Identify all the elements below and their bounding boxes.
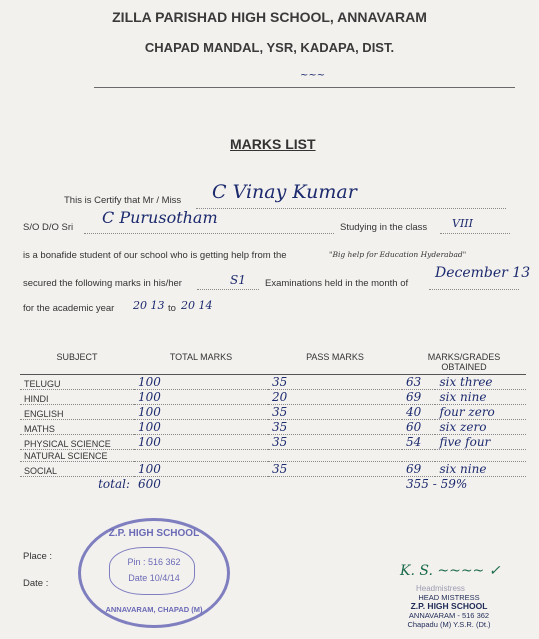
marks-obtained-cell: 40 xyxy=(402,405,435,420)
stamp-bottom-text: ANNAVARAM, CHAPAD (M) xyxy=(105,605,203,614)
school-name: ZILLA PARISHAD HIGH SCHOOL, ANNAVARAM xyxy=(112,9,427,25)
stamp-pin: Pin : 516 362 xyxy=(127,557,181,567)
total-obtained-value: 355 - 59% xyxy=(406,477,468,491)
seal-line-4: Chapadu (M) Y.S.R. (Dt.) xyxy=(407,620,491,629)
class-line xyxy=(440,221,510,234)
pass-marks-cell: 35 xyxy=(268,405,402,420)
marks-obtained-cell: 69 xyxy=(402,462,435,477)
total-marks-cell: 100 xyxy=(134,420,268,435)
stamp-inner-ring xyxy=(109,547,195,595)
subject-cell: MATHS xyxy=(20,420,134,435)
month-value: December 13 xyxy=(435,265,531,281)
marks-obtained-cell: 60 xyxy=(402,420,435,435)
total-marks-cell: 100 xyxy=(134,462,268,477)
father-name: C Purusotham xyxy=(102,208,218,227)
pass-marks-cell: 35 xyxy=(268,375,402,390)
exam-line xyxy=(197,277,259,290)
year-to: to xyxy=(168,303,176,314)
school-address: CHAPAD MANDAL, YSR, KADAPA, DIST. xyxy=(144,40,395,55)
stamp-top-text: Z.P. HIGH SCHOOL xyxy=(108,528,200,539)
program-name: "Big help for Education Hyderabad" xyxy=(329,250,467,259)
marks-in-words-cell xyxy=(435,450,526,462)
son-of-label: S/O D/O Sri xyxy=(23,222,74,233)
header-rule xyxy=(94,87,515,88)
academic-year-label: for the academic year xyxy=(23,303,115,314)
table-row xyxy=(20,420,526,435)
stamp-date: Date 10/4/14 xyxy=(128,573,180,583)
exam-value: S1 xyxy=(230,273,246,287)
date-label: Date : xyxy=(23,578,49,589)
headmistress-signature: K. S. ~~~~ ✓ xyxy=(400,563,501,579)
pass-marks-cell: 35 xyxy=(268,420,402,435)
table-row xyxy=(20,405,526,420)
subject-cell: TELUGU xyxy=(20,375,134,390)
total-marks-cell xyxy=(134,450,268,462)
subject-cell: NATURAL SCIENCE xyxy=(20,450,134,462)
total-row xyxy=(20,477,526,492)
total-marks-cell: 100 xyxy=(134,405,268,420)
header-subject: SUBJECT xyxy=(20,350,134,375)
header-pass-marks: PASS MARKS xyxy=(268,350,402,375)
year-end: 20 14 xyxy=(181,299,213,312)
subject-cell: ENGLISH xyxy=(20,405,134,420)
total-pass-empty xyxy=(268,477,402,492)
marks-obtained-cell: 69 xyxy=(402,390,435,405)
total-label: total: xyxy=(98,477,130,491)
school-stamp xyxy=(78,518,230,628)
table-row xyxy=(20,450,526,462)
year-start: 20 13 xyxy=(133,299,165,312)
pass-marks-cell xyxy=(268,450,402,462)
subject-cell: PHYSICAL SCIENCE xyxy=(20,435,134,450)
place-label: Place : xyxy=(23,551,53,562)
marks-obtained-cell xyxy=(402,450,435,462)
scribble-mark: ~~~ xyxy=(300,70,326,81)
pass-marks-cell: 35 xyxy=(268,435,402,450)
total-marks-cell: 100 xyxy=(134,435,268,450)
total-marks-cell: 100 xyxy=(134,375,268,390)
subject-cell: SOCIAL xyxy=(20,462,134,477)
marks-in-words-cell: six nine xyxy=(435,462,526,477)
table-row xyxy=(20,375,526,390)
seal-line-3: ANNAVARAM - 516 362 xyxy=(408,611,490,620)
total-marks-value: 600 xyxy=(138,477,161,491)
signature-role: Headmistress xyxy=(416,584,465,593)
certify-label: This is Certify that Mr / Miss xyxy=(64,195,182,206)
header-total-marks: TOTAL MARKS xyxy=(134,350,268,375)
bonafide-text: is a bonafide student of our school who is getting help from the xyxy=(23,250,287,261)
studying-label: Studying in the class xyxy=(340,222,428,233)
seal-line-1: HEAD MISTRESS xyxy=(418,593,480,602)
headmistress-seal xyxy=(384,593,514,629)
marks-table xyxy=(20,350,526,491)
marks-in-words-cell: five four xyxy=(435,435,526,450)
seal-line-2: Z.P. HIGH SCHOOL xyxy=(410,601,488,611)
table-row xyxy=(20,390,526,405)
header-marks-obtained: MARKS/GRADES OBTAINED xyxy=(402,350,526,375)
class-value: VIII xyxy=(452,217,473,230)
marks-in-words-cell: six three xyxy=(435,375,526,390)
table-row xyxy=(20,435,526,450)
marks-obtained-cell: 54 xyxy=(402,435,435,450)
table-row xyxy=(20,462,526,477)
pass-marks-cell: 35 xyxy=(268,462,402,477)
document-title: MARKS LIST xyxy=(230,136,316,152)
student-name: C Vinay Kumar xyxy=(212,181,357,203)
marks-obtained-cell: 63 xyxy=(402,375,435,390)
total-marks-cell: 100 xyxy=(134,390,268,405)
secured-label: secured the following marks in his/her xyxy=(23,278,182,289)
pass-marks-cell: 20 xyxy=(268,390,402,405)
marks-in-words-cell: six nine xyxy=(435,390,526,405)
subject-cell: HINDI xyxy=(20,390,134,405)
marks-in-words-cell: four zero xyxy=(435,405,526,420)
table-header-row xyxy=(20,350,526,375)
marks-in-words-cell: six zero xyxy=(435,420,526,435)
examinations-label: Examinations held in the month of xyxy=(265,278,409,289)
